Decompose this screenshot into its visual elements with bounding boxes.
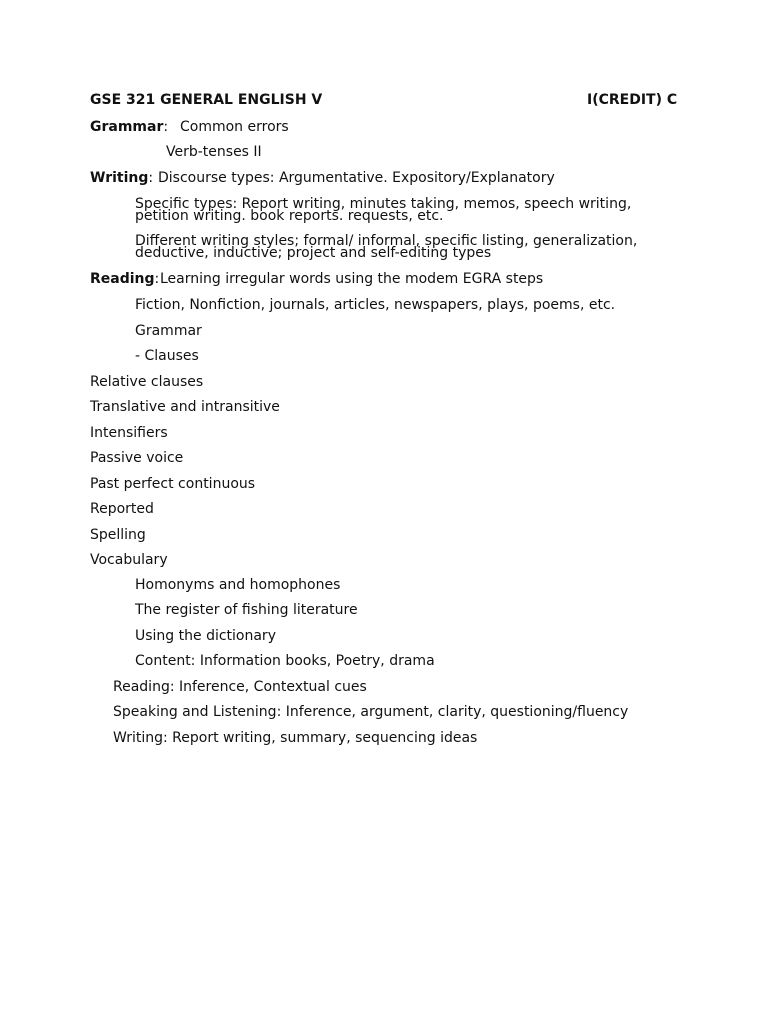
writing-specific-types: [135, 198, 631, 222]
vocabulary-item: Homonyms and homophones: [135, 577, 341, 593]
reading-row: [90, 271, 159, 288]
reading-grammar: Grammar: [135, 323, 202, 339]
writing-styles-line2: deductive, inductive; project and self-editing types: [135, 245, 492, 261]
topic-item: Passive voice: [90, 450, 184, 466]
topic-item: Spelling: [90, 527, 146, 543]
writing-label: Writing: [90, 170, 149, 186]
topic-item: Past perfect continuous: [90, 476, 256, 492]
writing-specific-types-line2: petition writing. book reports. requests, etc.: [135, 208, 444, 224]
topic-item: Intensifiers: [90, 425, 168, 441]
credit-label: I(CREDIT) C: [587, 92, 678, 108]
course-title: GSE 321 GENERAL ENGLISH V: [90, 92, 323, 108]
writing-row: [90, 170, 153, 187]
writing-styles: [135, 235, 637, 259]
vocabulary-item: The register of fishing literature: [135, 602, 358, 618]
reading-colon: :: [154, 271, 160, 287]
grammar-colon: :: [163, 119, 169, 135]
writing-styles-line1: Different writing styles; formal/ informal, specific listing, generalization,: [135, 233, 638, 249]
vocabulary-item: Using the dictionary: [135, 628, 276, 644]
grammar-row: [90, 119, 168, 136]
reading-clauses: - Clauses: [135, 348, 199, 364]
topic-item: Translative and intransitive: [90, 399, 280, 415]
skill-item: Speaking and Listening: Inference, argument, clarity, questioning/fluency: [113, 704, 629, 720]
grammar-item-common-errors: Common errors: [180, 119, 289, 135]
writing-discourse-types: Discourse types: Argumentative. Expository/Explanatory: [158, 170, 555, 186]
topic-item: Relative clauses: [90, 374, 204, 390]
reading-genres: Fiction, Nonfiction, journals, articles, newspapers, plays, poems, etc.: [135, 297, 616, 313]
topic-item: Reported: [90, 501, 154, 517]
grammar-label: Grammar: [90, 119, 164, 135]
skill-item: Reading: Inference, Contextual cues: [113, 679, 367, 695]
reading-irregular-words: Learning irregular words using the modem EGRA steps: [160, 271, 544, 287]
grammar-item-verb-tenses: Verb-tenses II: [166, 144, 262, 160]
vocabulary-item: Content: Information books, Poetry, drama: [135, 653, 435, 669]
skill-item: Writing: Report writing, summary, sequencing ideas: [113, 730, 478, 746]
writing-specific-types-line1: Specific types: Report writing, minutes taking, memos, speech writing,: [135, 196, 632, 212]
writing-colon: :: [148, 170, 154, 186]
reading-label: Reading: [90, 271, 155, 287]
topic-item: Vocabulary: [90, 552, 168, 568]
